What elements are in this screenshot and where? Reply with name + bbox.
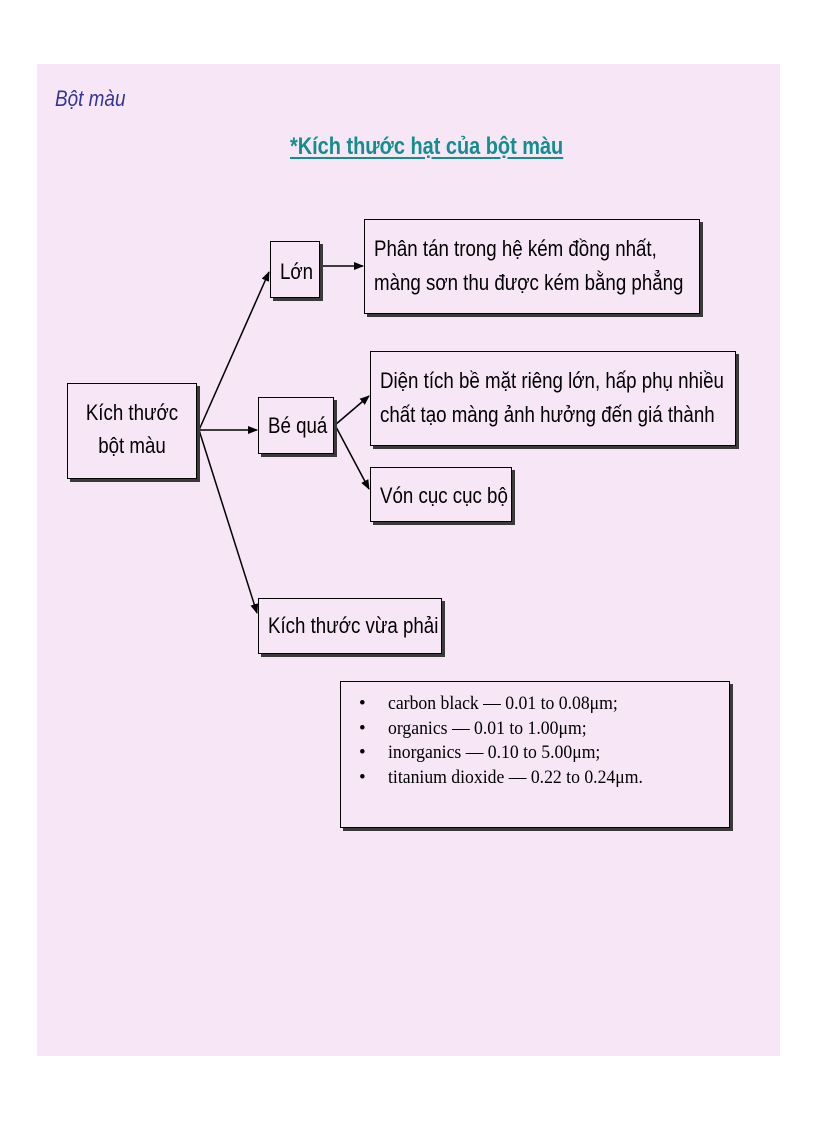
large-desc-line1: Phân tán trong hệ kém đồng nhất,	[374, 236, 657, 261]
too-small-desc2-box	[370, 467, 512, 522]
bullet-icon: •	[359, 717, 366, 739]
section-label: Bột màu	[55, 86, 126, 111]
bullet-icon: •	[359, 767, 366, 789]
too-small-node-box	[258, 397, 334, 454]
list-item: • carbon black — 0.01 to 0.08μm;	[359, 692, 729, 717]
list-item: • titanium dioxide — 0.22 to 0.24μm.	[359, 766, 729, 791]
large-node-box	[270, 241, 320, 298]
bullet-icon: •	[359, 693, 366, 714]
arrow-too-small-to-desc2	[335, 425, 369, 489]
root-node-line1: Kích thước	[85, 400, 179, 425]
list-item: • inorganics — 0.10 to 5.00μm;	[359, 741, 729, 766]
page-title: *Kích thước hạt của bột màu	[290, 133, 564, 160]
too-small-node-label: Bé quá	[268, 413, 328, 438]
large-desc-box	[364, 219, 700, 314]
root-node-box	[67, 383, 197, 479]
size-list-box	[340, 681, 730, 828]
too-small-desc2-label: Vón cục cục bộ	[380, 483, 508, 508]
moderate-node-box	[258, 598, 442, 654]
arrow-too-small-to-desc1	[335, 396, 369, 425]
too-small-desc1-box	[370, 351, 736, 446]
large-desc-line2: màng sơn thu được kém bằng phẳng	[374, 270, 684, 296]
too-small-desc1-line1: Diện tích bề mặt riêng lớn, hấp phụ nhiều	[380, 368, 724, 393]
moderate-node-label: Kích thước vừa phải	[268, 613, 439, 638]
list-item: • organics — 0.01 to 1.00μm;	[359, 717, 729, 742]
size-list	[359, 692, 729, 791]
too-small-desc1-line2: chất tạo màng ảnh hưởng đến giá thành	[380, 402, 715, 428]
root-node-line2: bột màu	[98, 433, 166, 458]
bullet-icon: •	[359, 742, 366, 764]
large-node-label: Lớn	[280, 259, 314, 284]
arrow-root-to-moderate	[199, 430, 257, 613]
